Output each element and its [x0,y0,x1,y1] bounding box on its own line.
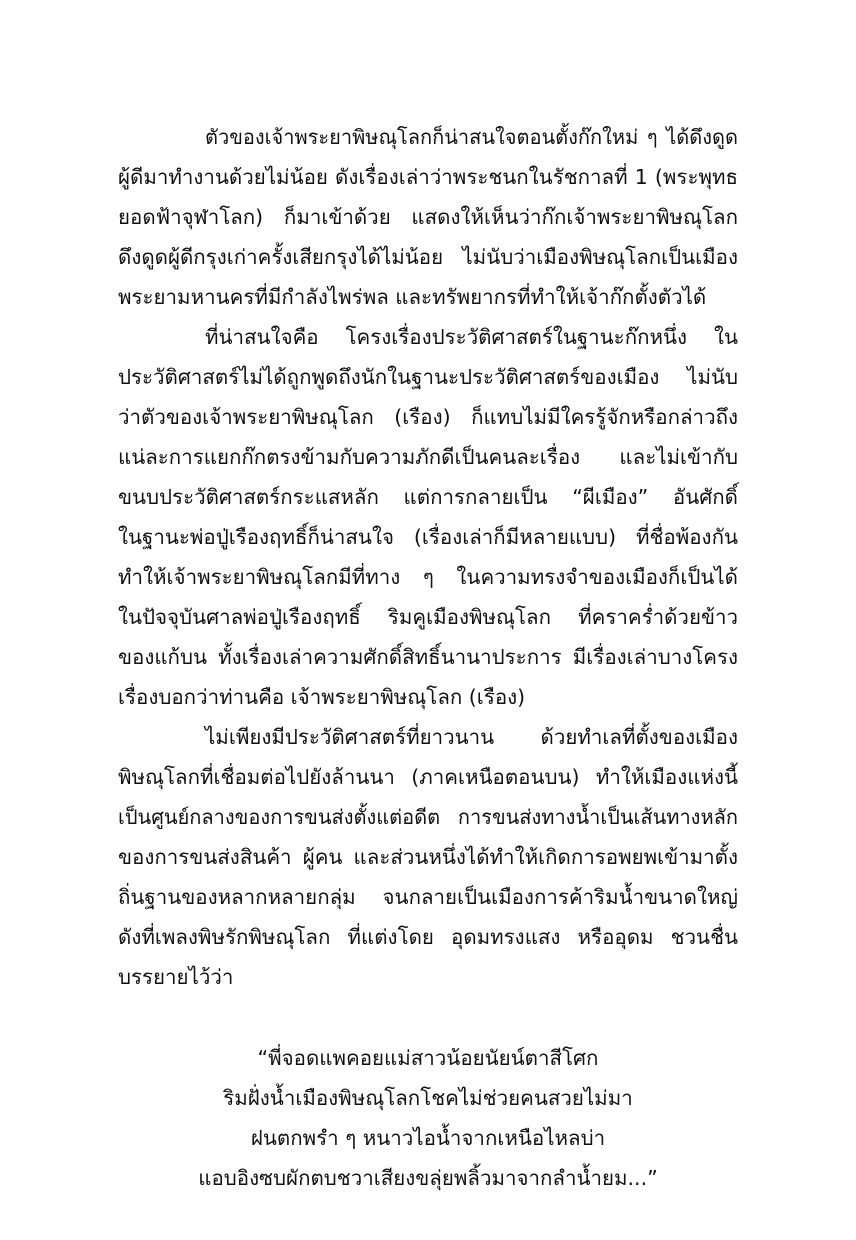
paragraph-1-line-5: พระยามหานครที่มีกำลังไพร่พล และทรัพยากรที่ทำให้เจ้าก๊กตั้งตัวได้ [118,285,707,309]
verse-line-2: ริมฝั่งน้ำเมืองพิษณุโลกโชคไม่ช่วยคนสวยไม่มา [223,1086,633,1110]
verse-line-4: แอบอิงซบผักตบชวาเสียงขลุ่ยพลิ้วมาจากลำน้ำยม...” [198,1166,658,1190]
paragraph-3-line-1: ไม่เพียงมีประวัติศาสตร์ที่ยาวนาน ด้วยทำเลที่ตั้งของเมือง [205,725,738,749]
paragraph-3-line-3: เป็นศูนย์กลางของการขนส่งตั้งแต่อดีต การขนส่งทางน้ำเป็นเส้นทางหลัก [118,805,738,829]
paragraph-2-line-2: ประวัติศาสตร์ไม่ได้ถูกพูดถึงนักในฐานะประวัติศาสตร์ของเมือง ไม่นับ [118,365,738,389]
paragraph-3-line-2: พิษณุโลกที่เชื่อมต่อไปยังล้านนา (ภาคเหนือตอนบน) ทำให้เมืองแห่งนี้ [118,765,738,789]
paragraph-1-line-4: ดึงดูดผู้ดีกรุงเก่าครั้งเสียกรุงได้ไม่น้อย ไม่นับว่าเมืองพิษณุโลกเป็นเมือง [118,245,738,269]
paragraph-2-line-3: ว่าตัวของเจ้าพระยาพิษณุโลก (เรือง) ก็แทบไม่มีใครรู้จักหรือกล่าวถึง [118,405,738,429]
verse-line-3: ฝนตกพรำ ๆ หนาวไอน้ำจากเหนือไหลบ่า [250,1126,606,1150]
paragraph-3-line-7: บรรยายไว้ว่า [118,965,234,989]
paragraph-2-line-4: แน่ละการแยกก๊กตรงข้ามกับความภักดีเป็นคนละเรื่อง และไม่เข้ากับ [118,445,738,469]
paragraph-2-line-6: ในฐานะพ่อปู่เรืองฤทธิ์ก็น่าสนใจ (เรื่องเล่าก็มีหลายแบบ) ที่ชื่อพ้องกัน [118,525,738,549]
paragraph-3-line-5: ถิ่นฐานของหลากหลายกลุ่ม จนกลายเป็นเมืองการค้าริมน้ำขนาดใหญ่ [118,885,738,909]
paragraph-2-line-9: ของแก้บน ทั้งเรื่องเล่าความศักดิ์สิทธิ์นานาประการ มีเรื่องเล่าบางโครง [118,645,738,669]
paragraph-1-line-2: ผู้ดีมาทำงานด้วยไม่น้อย ดังเรื่องเล่าว่าพระชนกในรัชกาลที่ 1 (พระพุทธ [118,165,738,189]
paragraph-2-line-7: ทำให้เจ้าพระยาพิษณุโลกมีที่ทาง ๆ ในความทรงจำของเมืองก็เป็นได้ [118,565,738,589]
verse-line-1: “พี่จอดแพคอยแม่สาวน้อยนัยน์ตาสีโศก [257,1046,599,1070]
paragraph-2-line-1: ที่น่าสนใจคือ โครงเรื่องประวัติศาสตร์ในฐานะก๊กหนึ่ง ใน [205,325,738,349]
paragraph-1-line-1: ตัวของเจ้าพระยาพิษณุโลกก็น่าสนใจตอนตั้งก๊กใหม่ ๆ ได้ดึงดูด [205,125,738,149]
paragraph-2-line-8: ในปัจจุบันศาลพ่อปู่เรืองฤทธิ์ ริมคูเมืองพิษณุโลก ที่คราคร่ำด้วยข้าว [118,605,738,629]
paragraph-2-line-10: เรื่องบอกว่าท่านคือ เจ้าพระยาพิษณุโลก (เรือง) [118,685,526,709]
paragraph-2-line-5: ขนบประวัติศาสตร์กระแสหลัก แต่การกลายเป็น “ผีเมือง” อันศักดิ์ [118,485,738,509]
paragraph-1-line-3: ยอดฟ้าจุฬาโลก) ก็มาเข้าด้วย แสดงให้เห็นว่าก๊กเจ้าพระยาพิษณุโลก [118,205,738,229]
paragraph-3-line-4: ของการขนส่งสินค้า ผู้คน และส่วนหนึ่งได้ทำให้เกิดการอพยพเข้ามาตั้ง [118,845,738,869]
paragraph-3-line-6: ดังที่เพลงพิษรักพิษณุโลก ที่แต่งโดย อุดมทรงแสง หรืออุดม ชวนชื่น [118,925,738,949]
